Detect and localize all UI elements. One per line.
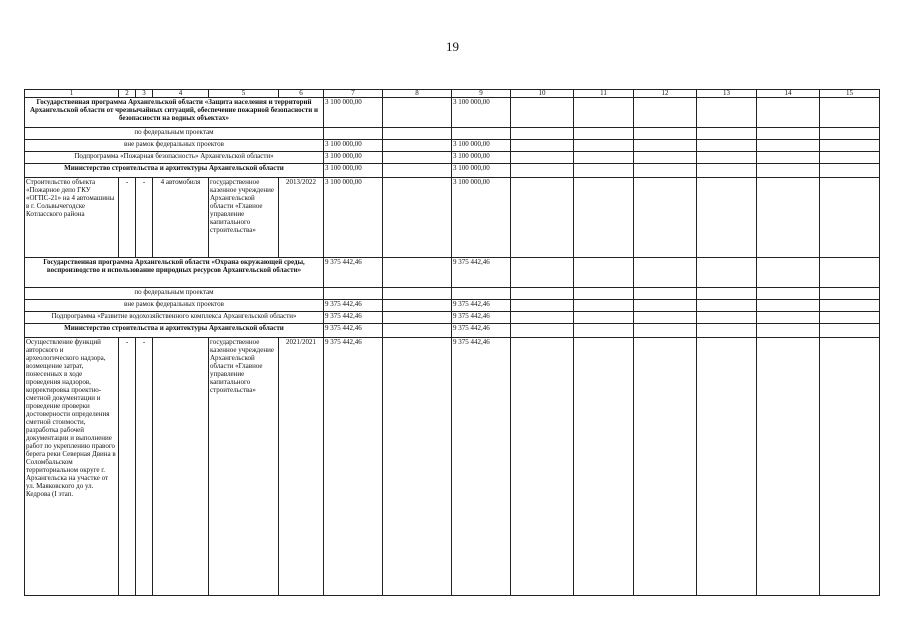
cell (511, 288, 574, 300)
cell (697, 178, 757, 258)
col-header: 10 (511, 90, 574, 98)
cell (757, 312, 820, 324)
column-number-row (25, 90, 880, 98)
subprogram-row (25, 152, 880, 164)
amount-col7: 3 100 000,00 (324, 164, 383, 178)
col-header: 12 (634, 90, 697, 98)
col-header: 6 (279, 90, 324, 98)
cell (383, 98, 452, 128)
amount-col7: 9 375 442,46 (324, 300, 383, 312)
cell (511, 324, 574, 338)
cell (383, 338, 452, 596)
col-header: 7 (324, 90, 383, 98)
cell (820, 338, 880, 596)
cell (383, 164, 452, 178)
program-row (25, 98, 880, 128)
amount-col9: 3 100 000,00 (452, 178, 511, 258)
cell (757, 164, 820, 178)
cell (511, 164, 574, 178)
cell (383, 152, 452, 164)
cell (574, 324, 634, 338)
cell (757, 128, 820, 140)
col-header: 9 (452, 90, 511, 98)
cell (634, 288, 697, 300)
cell (697, 324, 757, 338)
cell (820, 152, 880, 164)
cell (383, 300, 452, 312)
cell (383, 312, 452, 324)
col-header: 2 (119, 90, 136, 98)
cell (324, 128, 383, 140)
col-header: 13 (697, 90, 757, 98)
amount-col7: 3 100 000,00 (324, 140, 383, 152)
cell (574, 98, 634, 128)
subprogram-label: Подпрограмма «Пожарная безопасность» Архангельской области» (25, 152, 324, 164)
cell (383, 258, 452, 288)
object-row (25, 338, 880, 596)
cell (820, 258, 880, 288)
cell (757, 152, 820, 164)
amount-col9: 3 100 000,00 (452, 164, 511, 178)
cell (757, 300, 820, 312)
cell (697, 140, 757, 152)
amount-col9: 9 375 442,46 (452, 324, 511, 338)
object-period: 2013/2022 (279, 178, 324, 258)
cell (324, 288, 383, 300)
cell (820, 140, 880, 152)
page-number: 19 (446, 39, 459, 54)
cell (820, 164, 880, 178)
cell (820, 98, 880, 128)
amount-col9: 9 375 442,46 (452, 338, 511, 596)
cell: - (136, 338, 153, 596)
cell (697, 300, 757, 312)
amount-col9: 3 100 000,00 (452, 152, 511, 164)
investment-table (24, 89, 880, 596)
subprogram-label: Подпрограмма «Развитие водохозяйственного комплекса Архангельской области» (25, 312, 324, 324)
amount-col7: 9 375 442,46 (324, 338, 383, 596)
cell (757, 178, 820, 258)
amount-col7: 3 100 000,00 (324, 178, 383, 258)
federal-projects-label: по федеральным проектам (25, 128, 324, 140)
cell (634, 312, 697, 324)
object-capacity: 4 автомобиля (153, 178, 209, 258)
cell (697, 98, 757, 128)
object-customer: государственное казенное учреждение Архангельской области «Главное управление капитального строительства» (209, 338, 279, 596)
col-header: 1 (25, 90, 119, 98)
cell (634, 300, 697, 312)
cell (697, 338, 757, 596)
cell (820, 312, 880, 324)
cell (574, 128, 634, 140)
cell (634, 178, 697, 258)
cell (383, 178, 452, 258)
ministry-label: Министерство строительства и архитектуры Архангельской области (25, 164, 324, 178)
cell (574, 258, 634, 288)
cell (697, 288, 757, 300)
federal-projects-row (25, 128, 880, 140)
cell (697, 128, 757, 140)
program-row (25, 258, 880, 288)
cell (820, 128, 880, 140)
cell (511, 312, 574, 324)
col-header: 5 (209, 90, 279, 98)
cell (634, 324, 697, 338)
col-header: 4 (153, 90, 209, 98)
amount-col7: 9 375 442,46 (324, 324, 383, 338)
object-name: Осуществление функций авторского и археологического надзора, возмещение затрат, понесенных в ходе проведения надзоров, корректировка проектно-сметной документации и проведение проверки достоверности определения сметной стоимости, разработка рабочей документации и выполнение работ по укреплению правого берега реки Северная Двина в Соломбальском территориальном округе г. Архангельска на участке от ул. Маяковского до ул. Кедрова (I этап. (25, 338, 119, 596)
object-customer: государственное казенное учреждение Архангельской области «Главное управление капитального строительства» (209, 178, 279, 258)
cell (452, 128, 511, 140)
cell (574, 152, 634, 164)
cell (634, 98, 697, 128)
amount-col9: 9 375 442,46 (452, 258, 511, 288)
cell (574, 338, 634, 596)
cell (574, 300, 634, 312)
cell (634, 258, 697, 288)
cell (511, 338, 574, 596)
cell: - (119, 338, 136, 596)
federal-projects-label: по федеральным проектам (25, 288, 324, 300)
cell (511, 152, 574, 164)
cell (574, 178, 634, 258)
subprogram-row (25, 312, 880, 324)
object-capacity (153, 338, 209, 596)
federal-projects-row (25, 288, 880, 300)
cell (574, 140, 634, 152)
cell (383, 128, 452, 140)
cell (634, 338, 697, 596)
cell (820, 178, 880, 258)
object-name: Строительство объекта «Пожарное депо ГКУ «ОГПС-21» на 4 автомашины в г. Сольвычегодске Котласского района (25, 178, 119, 258)
cell (820, 324, 880, 338)
non-federal-row (25, 300, 880, 312)
amount-col7: 3 100 000,00 (324, 152, 383, 164)
amount-col9: 3 100 000,00 (452, 98, 511, 128)
cell (634, 152, 697, 164)
cell (634, 164, 697, 178)
cell (383, 288, 452, 300)
cell: - (119, 178, 136, 258)
cell (820, 300, 880, 312)
cell (757, 140, 820, 152)
cell (757, 288, 820, 300)
non-federal-label: вне рамок федеральных проектов (25, 300, 324, 312)
cell (634, 140, 697, 152)
amount-col9: 9 375 442,46 (452, 312, 511, 324)
col-header: 15 (820, 90, 880, 98)
cell (511, 140, 574, 152)
ministry-label: Министерство строительства и архитектуры Архангельской области (25, 324, 324, 338)
cell (452, 288, 511, 300)
cell (757, 338, 820, 596)
amount-col9: 3 100 000,00 (452, 140, 511, 152)
cell (511, 300, 574, 312)
amount-col7: 9 375 442,46 (324, 312, 383, 324)
col-header: 8 (383, 90, 452, 98)
amount-col7: 9 375 442,46 (324, 258, 383, 288)
cell (574, 164, 634, 178)
cell (697, 258, 757, 288)
cell: - (136, 178, 153, 258)
ministry-row (25, 324, 880, 338)
cell (820, 288, 880, 300)
cell (634, 128, 697, 140)
cell (574, 288, 634, 300)
cell (383, 140, 452, 152)
col-header: 11 (574, 90, 634, 98)
non-federal-label: вне рамок федеральных проектов (25, 140, 324, 152)
program-title: Государственная программа Архангельской области «Охрана окружающей среды, воспроизводство и использование природных ресурсов Архангельской области» (25, 258, 324, 288)
col-header: 14 (757, 90, 820, 98)
col-header: 3 (136, 90, 153, 98)
cell (697, 312, 757, 324)
ministry-row (25, 164, 880, 178)
object-row (25, 178, 880, 258)
cell (757, 98, 820, 128)
non-federal-row (25, 140, 880, 152)
object-period: 2021/2021 (279, 338, 324, 596)
cell (757, 324, 820, 338)
cell (511, 178, 574, 258)
cell (574, 312, 634, 324)
cell (511, 98, 574, 128)
cell (697, 152, 757, 164)
cell (697, 164, 757, 178)
cell (511, 258, 574, 288)
amount-col7: 3 100 000,00 (324, 98, 383, 128)
cell (383, 324, 452, 338)
cell (757, 258, 820, 288)
program-title: Государственная программа Архангельской области «Защита населения и территорий Архангельской области от чрезвычайных ситуаций, обеспечение пожарной безопасности и безопасности на водных объектах» (25, 98, 324, 128)
cell (511, 128, 574, 140)
amount-col9: 9 375 442,46 (452, 300, 511, 312)
